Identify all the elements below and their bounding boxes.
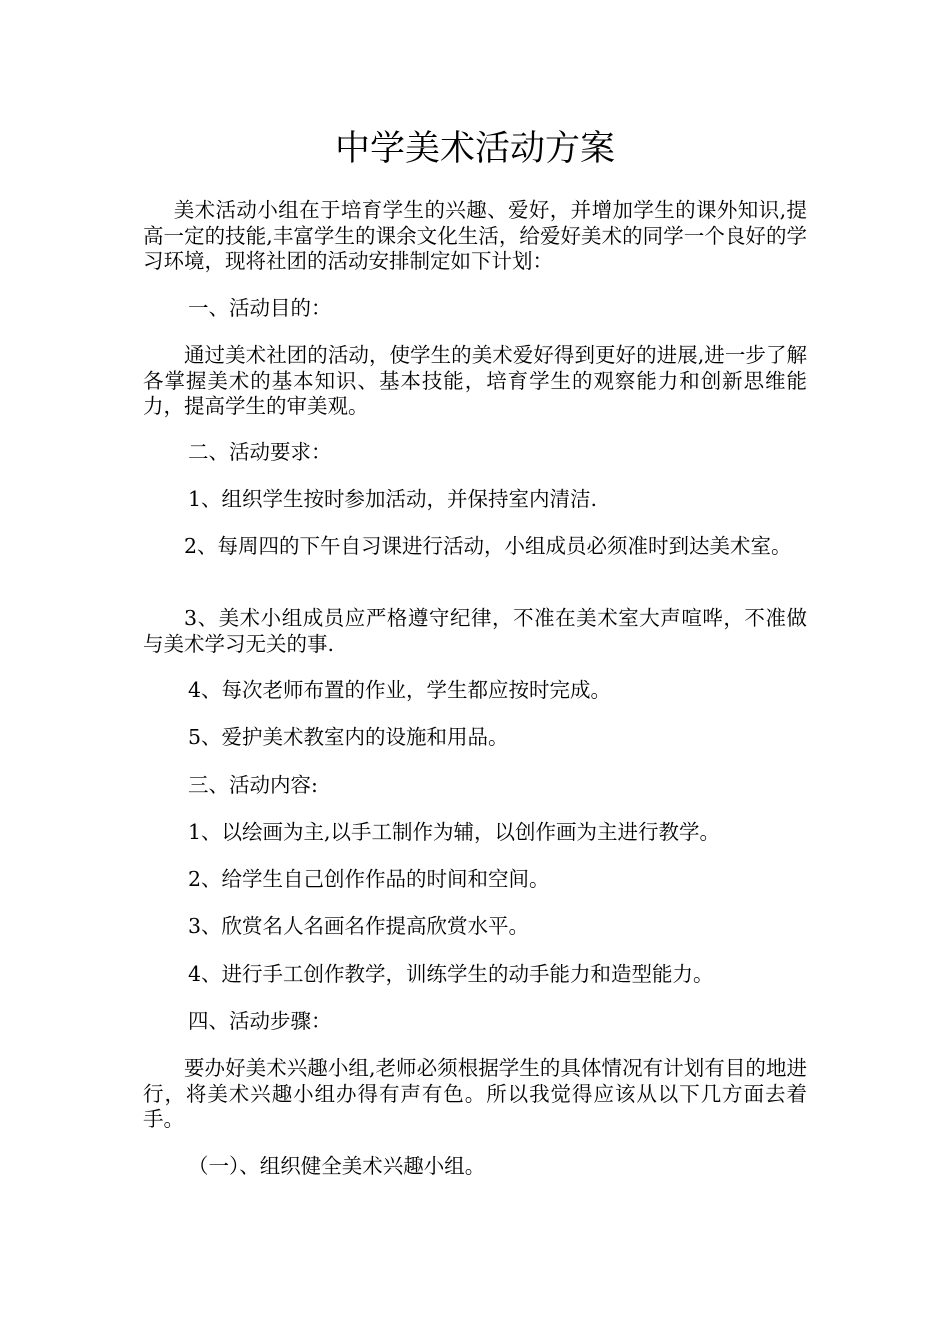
section2-heading: 二、活动要求： — [188, 440, 332, 464]
section1-body: 通过美术社团的活动，使学生的美术爱好得到更好的进展,进一步了解各掌握美术的基本知识、基本技能，培育学生的观察能力和创新思维能力，提高学生的审美观。 — [143, 343, 807, 418]
section4-subheading-1: （一）、组织健全美术兴趣小组。 — [188, 1154, 486, 1178]
section2-item-1: 1、组织学生按时参加活动，并保持室内清洁. — [188, 487, 598, 511]
section2-item-4: 4、每次老师布置的作业，学生都应按时完成。 — [188, 678, 612, 702]
section3-item-4: 4、进行手工创作教学，训练学生的动手能力和造型能力。 — [188, 962, 714, 986]
section4-heading: 四、活动步骤： — [188, 1009, 332, 1033]
document-title: 中学美术活动方案 — [334, 129, 615, 169]
section4-body: 要办好美术兴趣小组,老师必须根据学生的具体情况有计划有目的地进行，将美术兴趣小组办得有声有色。所以我觉得应该从以下几方面去着手。 — [143, 1056, 807, 1131]
intro-paragraph: 美术活动小组在于培育学生的兴趣、爱好，并增加学生的课外知识,提高一定的技能,丰富学生的课余文化生活，给爱好美术的同学一个良好的学习环境，现将社团的活动安排制定如下计划： — [143, 198, 807, 273]
section2-item-5: 5、爱护美术教室内的设施和用品。 — [188, 725, 509, 749]
section3-item-3: 3、欣赏名人名画名作提高欣赏水平。 — [188, 914, 530, 938]
section3-item-1: 1、以绘画为主,以手工制作为辅，以创作画为主进行教学。 — [188, 820, 721, 844]
section3-heading: 三、活动内容: — [188, 773, 318, 797]
section3-item-2: 2、给学生自己创作作品的时间和空间。 — [188, 867, 550, 891]
section1-heading: 一、活动目的： — [188, 296, 332, 320]
section2-item-2: 2、每周四的下午自习课进行活动，小组成员必须准时到达美术室。 — [184, 534, 792, 558]
section2-item-3: 3、美术小组成员应严格遵守纪律，不准在美术室大声喧哗，不准做与美术学习无关的事. — [143, 606, 807, 656]
